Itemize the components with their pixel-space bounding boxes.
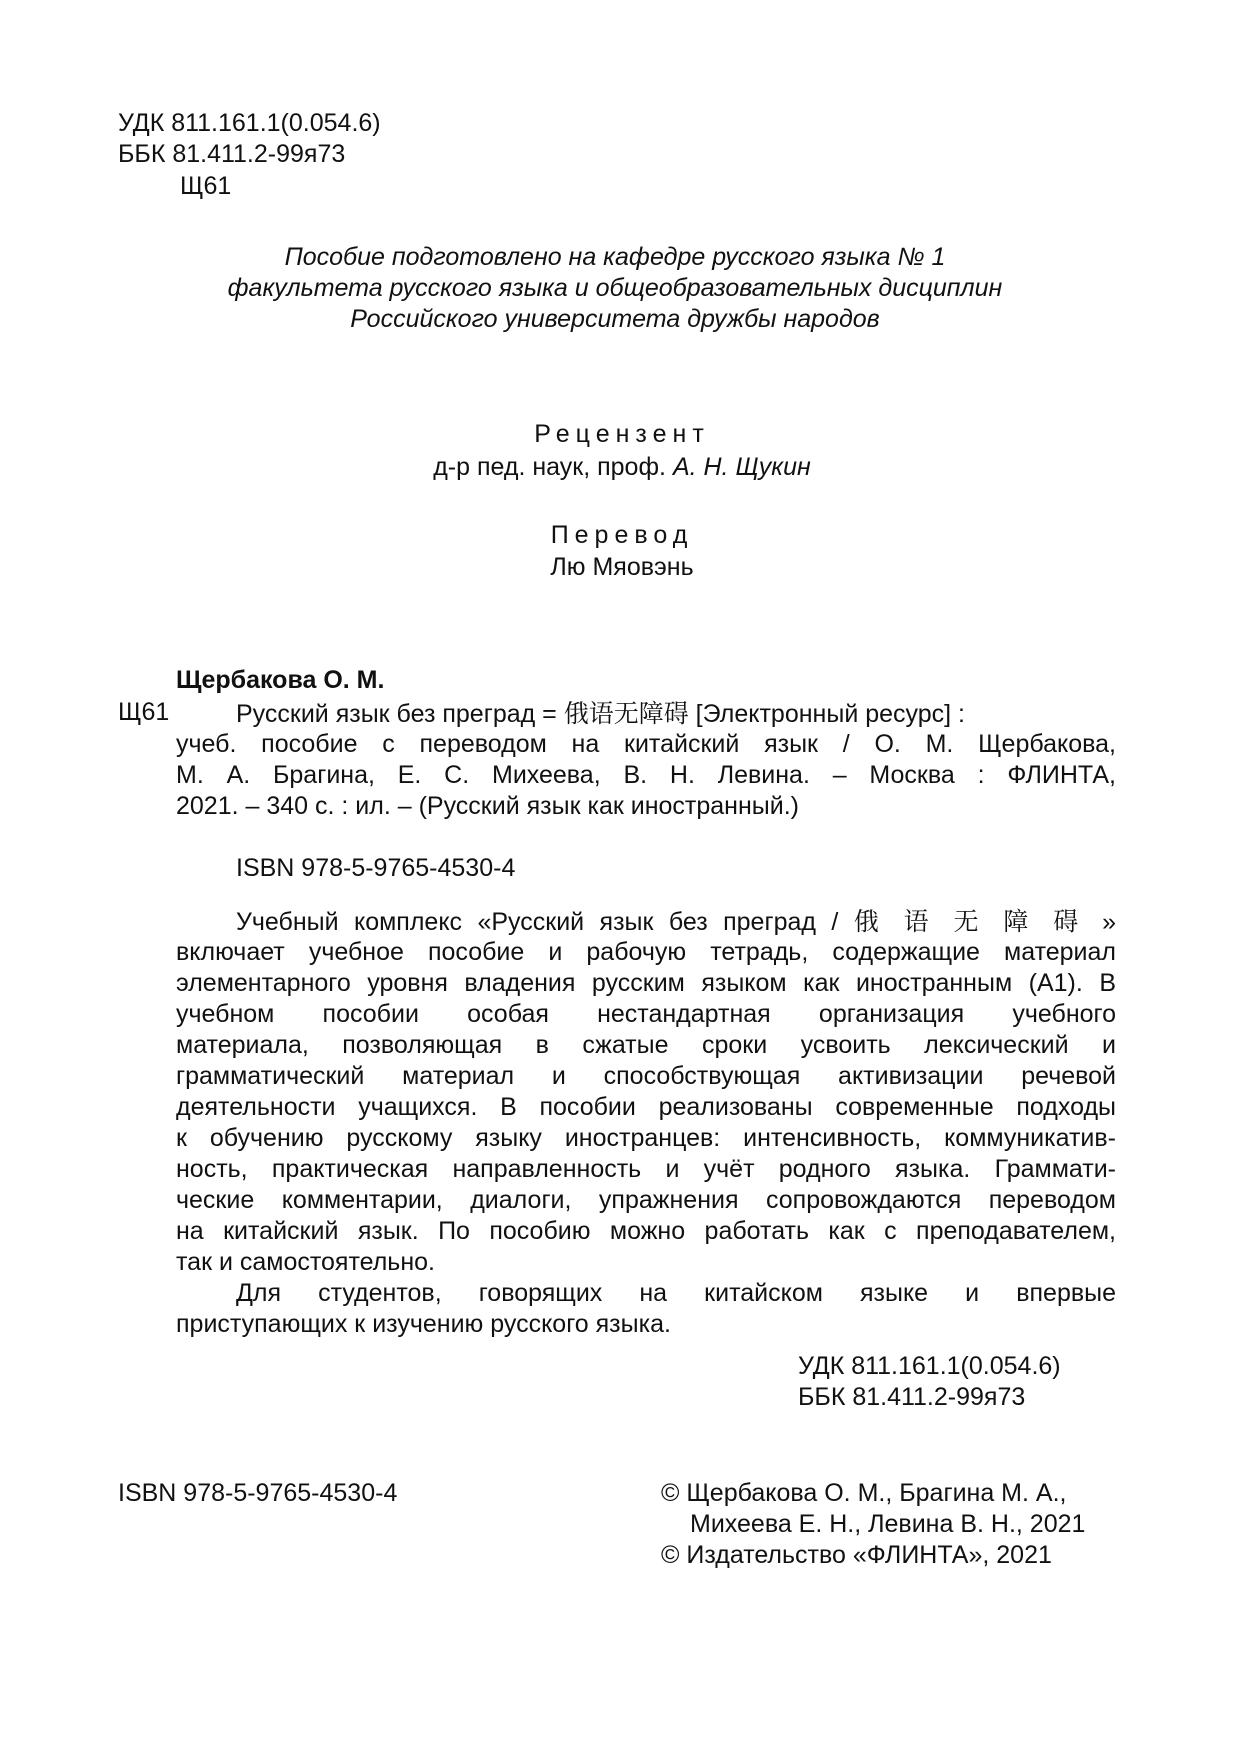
- translator-name: Лю Мяовэнь: [550, 553, 694, 581]
- bbk-code: ББК 81.411.2-99я73: [118, 140, 346, 168]
- abstract-part2: »: [1086, 908, 1116, 936]
- bib-isbn: ISBN 978-5-9765-4530-4: [236, 854, 516, 882]
- reviewer-line: [300, 452, 944, 483]
- reviewer-title: д-р пед. наук, проф.: [433, 453, 666, 481]
- abstract-line: на китайский язык. По пособию можно работать как с преподавателем,: [176, 1217, 1116, 1245]
- prepared-note-line: факультета русского языка и общеобразовательных дисциплин: [227, 274, 1003, 302]
- copyright-line: Михеева Е. Н., Левина В. Н., 2021: [690, 1510, 1086, 1538]
- abstract-line: ность, практическая направленность и учёт родного языка. Граммати-: [176, 1155, 1116, 1183]
- bib-author: Щербакова О. М.: [176, 666, 385, 694]
- abstract-line: так и самостоятельно.: [176, 1248, 435, 1276]
- prepared-note: [110, 242, 1120, 335]
- bib-line: М. А. Брагина, Е. С. Михеева, В. Н. Левина. – Москва : ФЛИНТА,: [176, 761, 1116, 789]
- abstract-part1: Учебный комплекс «Русский язык без преград /: [236, 908, 854, 936]
- bib-title-part2: [Электронный ресурс] :: [688, 700, 965, 728]
- translation-heading: Перевод: [550, 521, 694, 549]
- audience-line: приступающих к изучению русского языка.: [176, 1310, 671, 1338]
- audience-line: Для студентов, говорящих на китайском языке и впервые: [236, 1279, 1116, 1307]
- abstract-first-line: [236, 906, 1116, 938]
- abstract-line: к обучению русскому языку иностранцев: интенсивность, коммуникатив-: [176, 1124, 1116, 1152]
- abstract-line: включает учебное пособие и рабочую тетрадь, содержащие материал: [176, 938, 1116, 966]
- abstract-chinese: 俄 语 无 障 碍: [853, 907, 1087, 936]
- reviewer-heading: Рецензент: [534, 420, 710, 448]
- abstract-line: деятельности учащихся. В пособии реализованы современные подходы: [176, 1093, 1116, 1121]
- reviewer-name: А. Н. Щукин: [672, 453, 811, 481]
- copyright-isbn: ISBN 978-5-9765-4530-4: [118, 1479, 398, 1507]
- footer-udk-code: УДК 811.161.1(0.054.6): [798, 1352, 1061, 1380]
- udk-code: УДК 811.161.1(0.054.6): [118, 109, 381, 137]
- copyright-publisher: © Издательство «ФЛИНТА», 2021: [661, 1541, 1052, 1569]
- abstract-body: [176, 937, 1116, 1278]
- bib-title-part1: Русский язык без преград =: [236, 700, 564, 728]
- abstract-line: грамматический материал и способствующая активизации речевой: [176, 1062, 1116, 1090]
- prepared-note-line: Российского университета дружбы народов: [350, 305, 880, 333]
- bib-title-line: [236, 698, 1116, 730]
- author-sign: Щ61: [180, 172, 232, 200]
- footer-bbk-code: ББК 81.411.2-99я73: [798, 1383, 1026, 1411]
- prepared-note-line: Пособие подготовлено на кафедре русского языка № 1: [284, 243, 946, 271]
- bib-line: учеб. пособие с переводом на китайский язык / О. М. Щербакова,: [176, 730, 1116, 758]
- abstract-line: материала, позволяющая в сжатые сроки усвоить лексический и: [176, 1031, 1116, 1059]
- abstract-line: учебном пособии особая нестандартная организация учебного: [176, 1000, 1116, 1028]
- bib-sign: Щ61: [118, 698, 170, 726]
- abstract-line: элементарного уровня владения русским языком как иностранным (А1). В: [176, 969, 1116, 997]
- bib-title-chinese: 俄语无障碍: [563, 699, 689, 728]
- copyright-line: © Щербакова О. М., Брагина М. А.,: [661, 1479, 1067, 1507]
- abstract-line: ческие комментарии, диалоги, упражнения сопровождаются переводом: [176, 1186, 1116, 1214]
- bib-line: 2021. – 340 с. : ил. – (Русский язык как иностранный.): [176, 792, 799, 820]
